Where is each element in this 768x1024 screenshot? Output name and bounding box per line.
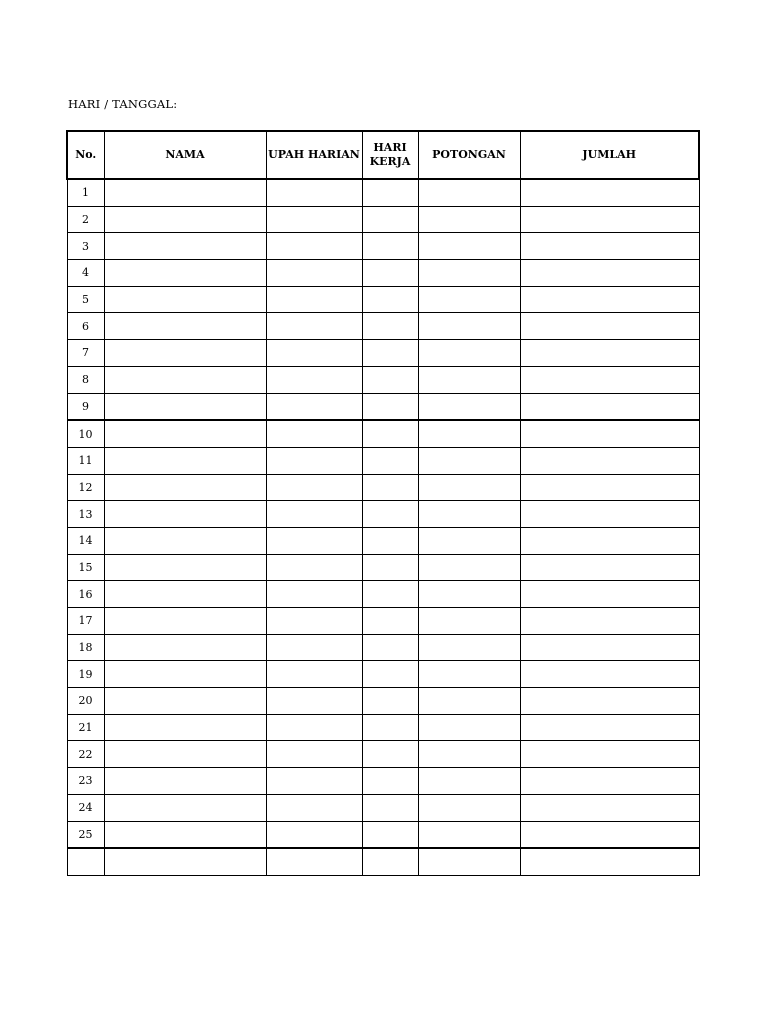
row-number-cell: 13 <box>67 501 104 528</box>
row-number-cell: 21 <box>67 714 104 741</box>
potongan-cell[interactable] <box>418 501 520 528</box>
nama-cell[interactable] <box>104 340 266 367</box>
nama-cell[interactable] <box>104 848 266 875</box>
potongan-cell[interactable] <box>418 794 520 821</box>
table-row <box>67 714 699 741</box>
hari-kerja-cell[interactable] <box>362 688 418 715</box>
potongan-cell[interactable] <box>418 688 520 715</box>
jumlah-cell[interactable] <box>520 714 699 741</box>
table-row <box>67 260 699 287</box>
upah-harian-cell[interactable] <box>266 794 362 821</box>
nama-cell[interactable] <box>104 768 266 795</box>
hari-kerja-cell[interactable] <box>362 794 418 821</box>
nama-cell[interactable] <box>104 714 266 741</box>
upah-harian-cell[interactable] <box>266 260 362 287</box>
table-row <box>67 286 699 313</box>
hari-kerja-cell[interactable] <box>362 286 418 313</box>
nama-cell[interactable] <box>104 474 266 501</box>
jumlah-cell[interactable] <box>520 527 699 554</box>
hari-kerja-cell[interactable] <box>362 554 418 581</box>
row-number-cell: 18 <box>67 634 104 661</box>
upah-harian-cell[interactable] <box>266 393 362 420</box>
jumlah-cell[interactable] <box>520 286 699 313</box>
column-header-nama: NAMA <box>104 131 266 179</box>
table-row <box>67 179 699 206</box>
upah-harian-cell[interactable] <box>266 313 362 340</box>
upah-harian-cell[interactable] <box>266 501 362 528</box>
potongan-cell[interactable] <box>418 714 520 741</box>
hari-kerja-cell[interactable] <box>362 527 418 554</box>
row-number-cell: 20 <box>67 688 104 715</box>
potongan-cell[interactable] <box>418 260 520 287</box>
hari-kerja-cell[interactable] <box>362 768 418 795</box>
jumlah-cell[interactable] <box>520 794 699 821</box>
nama-cell[interactable] <box>104 286 266 313</box>
hari-kerja-cell[interactable] <box>362 501 418 528</box>
nama-cell[interactable] <box>104 233 266 260</box>
hari-kerja-cell[interactable] <box>362 821 418 848</box>
jumlah-cell[interactable] <box>520 474 699 501</box>
jumlah-cell[interactable] <box>520 313 699 340</box>
upah-harian-cell[interactable] <box>266 233 362 260</box>
jumlah-cell[interactable] <box>520 420 699 447</box>
upah-harian-cell[interactable] <box>266 340 362 367</box>
nama-cell[interactable] <box>104 741 266 768</box>
nama-cell[interactable] <box>104 821 266 848</box>
potongan-cell[interactable] <box>418 581 520 608</box>
nama-cell[interactable] <box>104 260 266 287</box>
table-row <box>67 554 699 581</box>
table-row <box>67 634 699 661</box>
table-row <box>67 340 699 367</box>
jumlah-cell[interactable] <box>520 340 699 367</box>
table-header-row <box>67 131 699 179</box>
nama-cell[interactable] <box>104 366 266 393</box>
nama-cell[interactable] <box>104 608 266 635</box>
row-number-cell: 7 <box>67 340 104 367</box>
hari-kerja-cell[interactable] <box>362 260 418 287</box>
row-number-cell: 11 <box>67 447 104 474</box>
potongan-cell[interactable] <box>418 554 520 581</box>
nama-cell[interactable] <box>104 420 266 447</box>
table-row <box>67 688 699 715</box>
potongan-cell[interactable] <box>418 286 520 313</box>
potongan-cell[interactable] <box>418 206 520 233</box>
potongan-cell[interactable] <box>418 741 520 768</box>
potongan-cell[interactable] <box>418 393 520 420</box>
upah-harian-cell[interactable] <box>266 634 362 661</box>
potongan-cell[interactable] <box>418 608 520 635</box>
table-row <box>67 821 699 848</box>
potongan-cell[interactable] <box>418 527 520 554</box>
jumlah-cell[interactable] <box>520 554 699 581</box>
table-row <box>67 768 699 795</box>
table-row <box>67 420 699 447</box>
jumlah-cell[interactable] <box>520 634 699 661</box>
nama-cell[interactable] <box>104 794 266 821</box>
jumlah-cell[interactable] <box>520 768 699 795</box>
row-number-cell: 19 <box>67 661 104 688</box>
upah-harian-cell[interactable] <box>266 768 362 795</box>
nama-cell[interactable] <box>104 501 266 528</box>
jumlah-cell[interactable] <box>520 179 699 206</box>
hari-kerja-cell[interactable] <box>362 741 418 768</box>
upah-harian-cell[interactable] <box>266 286 362 313</box>
column-header-hari-kerja: HARI KERJA <box>362 131 418 179</box>
table-row <box>67 527 699 554</box>
row-number-cell: 2 <box>67 206 104 233</box>
table-body <box>67 179 699 875</box>
table-row <box>67 447 699 474</box>
table-row <box>67 393 699 420</box>
table-row <box>67 581 699 608</box>
column-header-upah-harian: UPAH HARIAN <box>266 131 362 179</box>
jumlah-cell[interactable] <box>520 501 699 528</box>
hari-kerja-cell[interactable] <box>362 608 418 635</box>
potongan-cell[interactable] <box>418 420 520 447</box>
hari-kerja-cell[interactable] <box>362 634 418 661</box>
nama-cell[interactable] <box>104 661 266 688</box>
jumlah-cell[interactable] <box>520 233 699 260</box>
potongan-cell[interactable] <box>418 340 520 367</box>
nama-cell[interactable] <box>104 554 266 581</box>
hari-kerja-cell[interactable] <box>362 714 418 741</box>
hari-kerja-cell[interactable] <box>362 848 418 875</box>
row-number-cell: 8 <box>67 366 104 393</box>
jumlah-cell[interactable] <box>520 260 699 287</box>
hari-kerja-cell[interactable] <box>362 581 418 608</box>
jumlah-cell[interactable] <box>520 688 699 715</box>
potongan-cell[interactable] <box>418 634 520 661</box>
potongan-cell[interactable] <box>418 661 520 688</box>
potongan-cell[interactable] <box>418 313 520 340</box>
jumlah-cell[interactable] <box>520 741 699 768</box>
jumlah-cell[interactable] <box>520 821 699 848</box>
upah-harian-cell[interactable] <box>266 447 362 474</box>
table-row <box>67 848 699 875</box>
column-header-potongan: POTONGAN <box>418 131 520 179</box>
row-number-cell: 1 <box>67 179 104 206</box>
row-number-cell: 16 <box>67 581 104 608</box>
column-header-no: No. <box>67 131 104 179</box>
potongan-cell[interactable] <box>418 233 520 260</box>
nama-cell[interactable] <box>104 313 266 340</box>
nama-cell[interactable] <box>104 527 266 554</box>
date-label: HARI / TANGGAL: <box>68 97 178 111</box>
upah-harian-cell[interactable] <box>266 206 362 233</box>
row-number-cell: 12 <box>67 474 104 501</box>
nama-cell[interactable] <box>104 447 266 474</box>
table-row <box>67 501 699 528</box>
hari-kerja-cell[interactable] <box>362 420 418 447</box>
row-number-cell: 3 <box>67 233 104 260</box>
hari-kerja-cell[interactable] <box>362 447 418 474</box>
upah-harian-cell[interactable] <box>266 848 362 875</box>
hari-kerja-cell[interactable] <box>362 179 418 206</box>
upah-harian-cell[interactable] <box>266 474 362 501</box>
potongan-cell[interactable] <box>418 848 520 875</box>
potongan-cell[interactable] <box>418 821 520 848</box>
row-number-cell: 15 <box>67 554 104 581</box>
upah-harian-cell[interactable] <box>266 714 362 741</box>
row-number-cell: 24 <box>67 794 104 821</box>
potongan-cell[interactable] <box>418 179 520 206</box>
nama-cell[interactable] <box>104 581 266 608</box>
hari-kerja-cell[interactable] <box>362 474 418 501</box>
table-row <box>67 233 699 260</box>
row-number-cell: 5 <box>67 286 104 313</box>
row-number-cell: 9 <box>67 393 104 420</box>
hari-kerja-cell[interactable] <box>362 206 418 233</box>
jumlah-cell[interactable] <box>520 848 699 875</box>
hari-kerja-cell[interactable] <box>362 313 418 340</box>
upah-harian-cell[interactable] <box>266 179 362 206</box>
upah-harian-cell[interactable] <box>266 527 362 554</box>
hari-kerja-cell[interactable] <box>362 340 418 367</box>
column-header-jumlah: JUMLAH <box>520 131 699 179</box>
wage-table <box>66 130 700 876</box>
table-row <box>67 206 699 233</box>
row-number-cell: 22 <box>67 741 104 768</box>
row-number-cell: 23 <box>67 768 104 795</box>
jumlah-cell[interactable] <box>520 661 699 688</box>
hari-kerja-cell[interactable] <box>362 366 418 393</box>
row-number-cell: 6 <box>67 313 104 340</box>
row-number-cell: 25 <box>67 821 104 848</box>
hari-kerja-cell[interactable] <box>362 661 418 688</box>
table-row <box>67 794 699 821</box>
nama-cell[interactable] <box>104 206 266 233</box>
jumlah-cell[interactable] <box>520 581 699 608</box>
jumlah-cell[interactable] <box>520 447 699 474</box>
upah-harian-cell[interactable] <box>266 581 362 608</box>
row-number-cell <box>67 848 104 875</box>
table-row <box>67 661 699 688</box>
potongan-cell[interactable] <box>418 474 520 501</box>
upah-harian-cell[interactable] <box>266 420 362 447</box>
upah-harian-cell[interactable] <box>266 366 362 393</box>
row-number-cell: 10 <box>67 420 104 447</box>
row-number-cell: 4 <box>67 260 104 287</box>
potongan-cell[interactable] <box>418 366 520 393</box>
row-number-cell: 14 <box>67 527 104 554</box>
jumlah-cell[interactable] <box>520 393 699 420</box>
row-number-cell: 17 <box>67 608 104 635</box>
potongan-cell[interactable] <box>418 447 520 474</box>
upah-harian-cell[interactable] <box>266 741 362 768</box>
hari-kerja-cell[interactable] <box>362 233 418 260</box>
nama-cell[interactable] <box>104 393 266 420</box>
nama-cell[interactable] <box>104 688 266 715</box>
upah-harian-cell[interactable] <box>266 554 362 581</box>
hari-kerja-cell[interactable] <box>362 393 418 420</box>
jumlah-cell[interactable] <box>520 206 699 233</box>
upah-harian-cell[interactable] <box>266 661 362 688</box>
jumlah-cell[interactable] <box>520 608 699 635</box>
nama-cell[interactable] <box>104 634 266 661</box>
table-row <box>67 313 699 340</box>
potongan-cell[interactable] <box>418 768 520 795</box>
nama-cell[interactable] <box>104 179 266 206</box>
jumlah-cell[interactable] <box>520 366 699 393</box>
upah-harian-cell[interactable] <box>266 608 362 635</box>
table-row <box>67 474 699 501</box>
table-row <box>67 366 699 393</box>
upah-harian-cell[interactable] <box>266 821 362 848</box>
upah-harian-cell[interactable] <box>266 688 362 715</box>
table-row <box>67 608 699 635</box>
table-row <box>67 741 699 768</box>
